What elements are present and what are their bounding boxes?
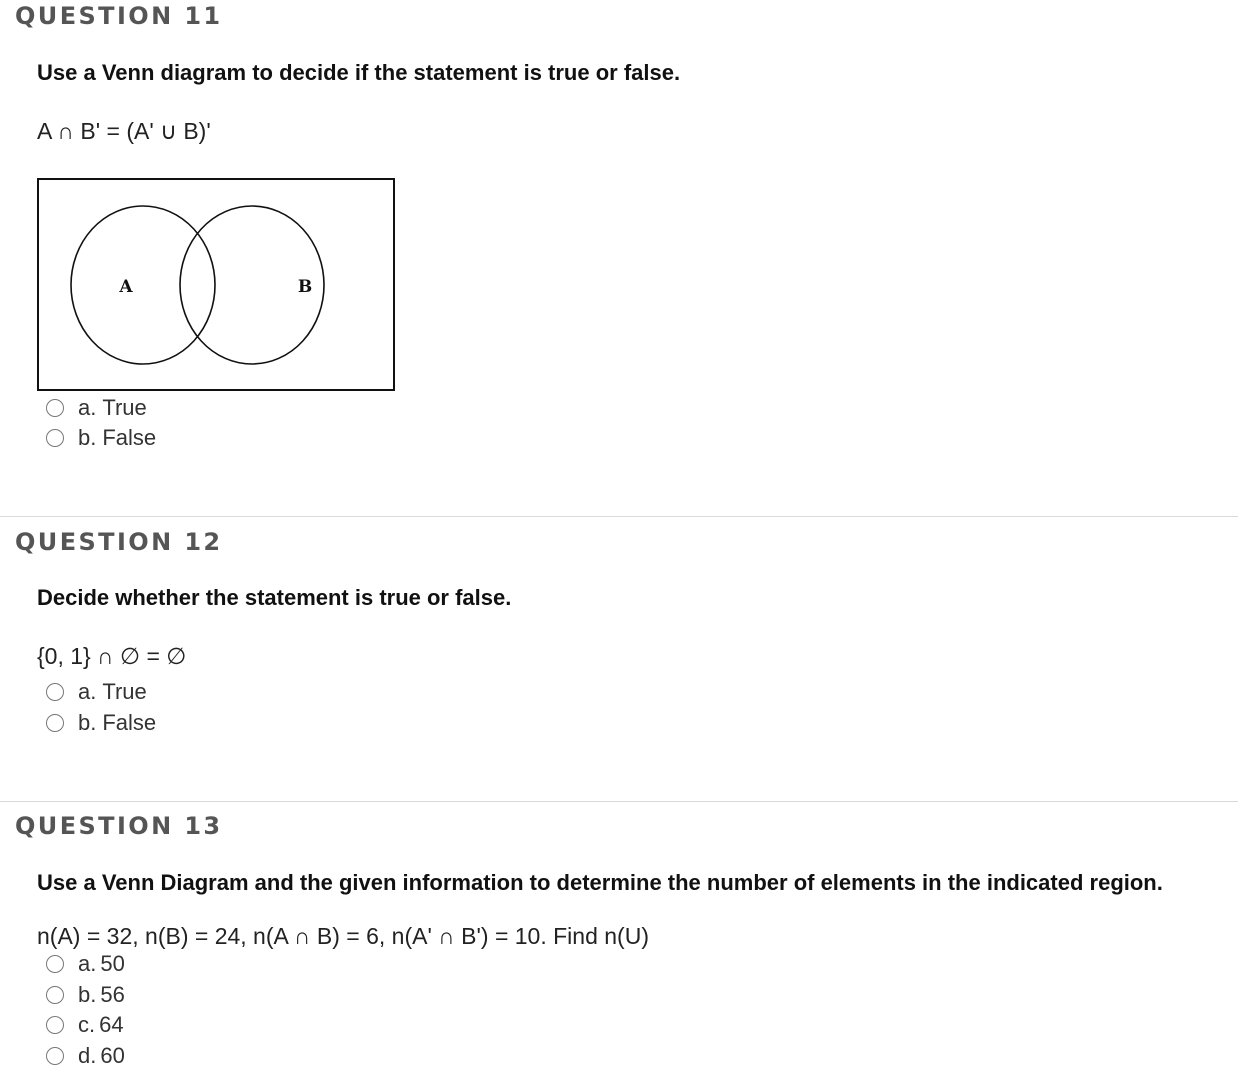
question-prompt: Use a Venn Diagram and the given information to determine the number of elements in the indicated region.	[37, 870, 1163, 895]
question-prompt: Decide whether the statement is true or false.	[37, 585, 512, 610]
option-letter: b.	[78, 982, 97, 1007]
option-letter: c.	[78, 1012, 96, 1037]
option-label: 64	[99, 1012, 124, 1037]
option-letter: b.	[78, 710, 97, 735]
question-divider	[0, 801, 1238, 802]
radio-button[interactable]	[46, 399, 64, 417]
option-label: False	[102, 710, 157, 735]
option-label: True	[102, 395, 147, 420]
radio-button[interactable]	[46, 714, 64, 732]
option-letter: a.	[78, 395, 97, 420]
set-statement: n(A) = 32, n(B) = 24, n(A ∩ B) = 6, n(A' ∩ B') = 10. Find n(U)	[37, 923, 649, 949]
option-b[interactable]	[46, 983, 125, 1007]
question-divider	[0, 516, 1238, 517]
option-label: True	[102, 679, 147, 704]
radio-button[interactable]	[46, 1016, 64, 1034]
set-a-label: A	[119, 277, 133, 297]
question-header: QUESTION 11	[15, 2, 223, 30]
option-letter: a.	[78, 679, 97, 704]
option-label: False	[102, 425, 157, 450]
option-d[interactable]	[46, 1044, 125, 1068]
option-b-false[interactable]	[46, 426, 156, 450]
set-b-label: B	[297, 277, 313, 297]
set-statement: A ∩ B' = (A' ∪ B)'	[37, 118, 211, 144]
radio-button[interactable]	[46, 429, 64, 447]
option-a-true[interactable]	[46, 680, 147, 704]
option-a-true[interactable]	[46, 396, 147, 420]
question-header: QUESTION 12	[15, 528, 223, 556]
radio-button[interactable]	[46, 986, 64, 1004]
option-a[interactable]	[46, 952, 125, 976]
universal-set-rectangle	[38, 179, 394, 390]
option-letter: b.	[78, 425, 97, 450]
option-b-false[interactable]	[46, 711, 156, 735]
question-header: QUESTION 13	[15, 812, 223, 840]
radio-button[interactable]	[46, 955, 64, 973]
radio-button[interactable]	[46, 1047, 64, 1065]
set-statement: {0, 1} ∩ ∅ = ∅	[37, 643, 187, 669]
option-label: 60	[100, 1043, 125, 1068]
option-letter: a.	[78, 951, 97, 976]
radio-button[interactable]	[46, 683, 64, 701]
option-c[interactable]	[46, 1013, 124, 1037]
question-prompt: Use a Venn diagram to decide if the statement is true or false.	[37, 60, 681, 85]
venn-diagram	[37, 178, 395, 391]
option-letter: d.	[78, 1043, 97, 1068]
option-label: 50	[100, 951, 125, 976]
option-label: 56	[100, 982, 125, 1007]
